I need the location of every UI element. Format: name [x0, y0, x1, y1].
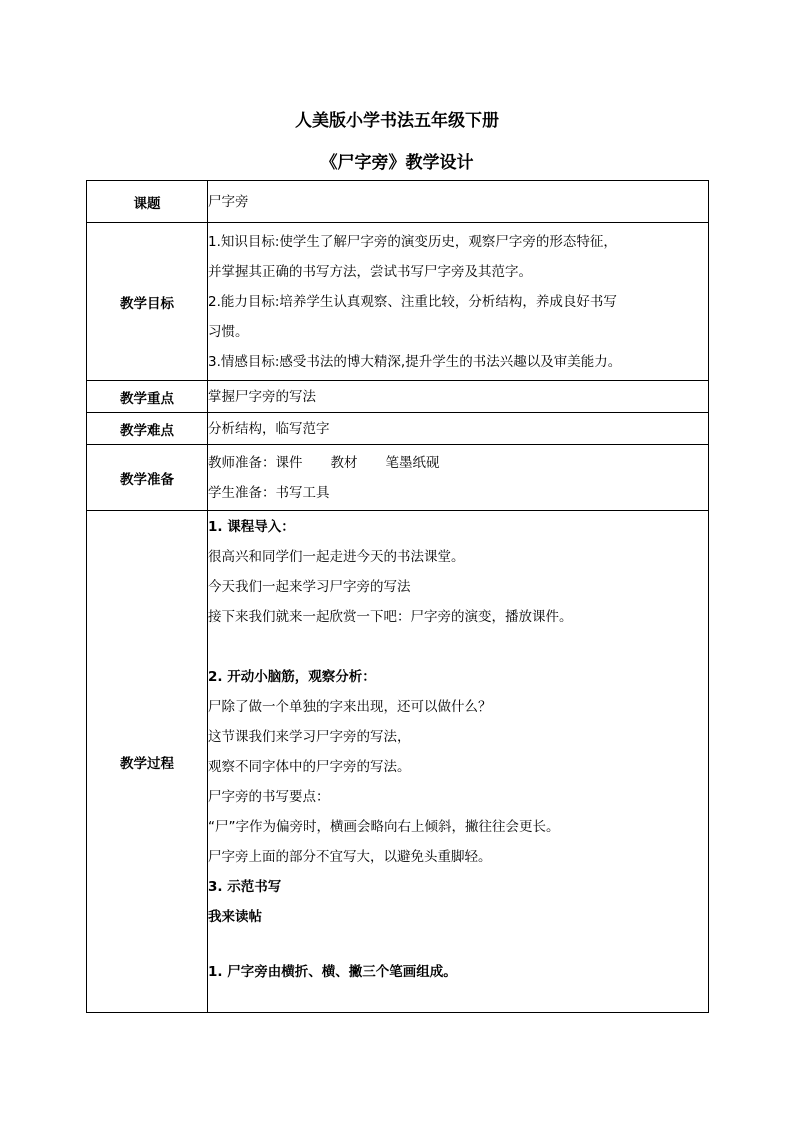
difficulty-value: 分析结构，临写范字 [208, 420, 330, 437]
teacher-prep-item: 笔墨纸砚 [385, 454, 440, 471]
row-label-difficulty: 教学难点 [87, 413, 208, 445]
process-line: 尸字旁上面的部分不宜写大，以避免头重脚轻。 [208, 849, 492, 865]
row-label-prep: 教学准备 [87, 445, 208, 511]
goal-line: 习惯。 [208, 323, 249, 340]
key-value: 掌握尸字旁的写法 [208, 388, 316, 405]
row-value-key [208, 381, 709, 413]
table-row-prep [87, 445, 709, 511]
goal-line: 2.能力目标:培养学生认真观察、注重比较，分析结构，养成良好书写 [208, 293, 617, 310]
document-subtitle: 《尸字旁》教学设计 [320, 153, 474, 173]
process-line: 今天我们一起来学习尸字旁的写法 [208, 579, 411, 595]
row-value-prep [208, 445, 709, 511]
process-line: 很高兴和同学们一起走进今天的书法课堂。 [208, 549, 465, 565]
sub-heading: 我来读帖 [208, 909, 262, 925]
table-row-key [87, 381, 709, 413]
row-value-goals [208, 223, 709, 381]
process-line: 这节课我们来学习尸字旁的写法， [208, 729, 411, 745]
row-label-goals: 教学目标 [87, 223, 208, 381]
row-value-process [208, 511, 709, 1013]
teacher-prep-line [208, 448, 708, 478]
topic-value: 尸字旁 [208, 193, 249, 210]
blank-line [208, 932, 708, 957]
process-line: “尸”字作为偏旁时，横画会略向右上倾斜，撇往往会更长。 [208, 819, 560, 835]
row-label-topic: 课题 [87, 181, 208, 223]
teacher-prep-label: 教师准备：课件 [208, 454, 303, 471]
table-row-goals [87, 223, 709, 381]
teacher-prep-item: 教材 [330, 454, 358, 471]
row-value-topic [208, 181, 709, 223]
process-line: 尸除了做一个单独的字来出现，还可以做什么？ [208, 699, 492, 715]
process-line: 观察不同字体中的尸字旁的写法。 [208, 759, 411, 775]
section-heading: 1. 课程导入： [208, 519, 295, 535]
section-heading: 2. 开动小脑筋，观察分析： [208, 669, 376, 685]
process-line: 尸字旁的书写要点： [208, 789, 330, 805]
table-row-difficulty [87, 413, 709, 445]
document-title: 人美版小学书法五年级下册 [295, 111, 499, 131]
goal-line: 并掌握其正确的书写方法，尝试书写尸字旁及其范字。 [208, 263, 532, 280]
process-line: 接下来我们就来一起欣赏一下吧：尸字旁的演变，播放课件。 [208, 609, 573, 625]
table-row-topic [87, 181, 709, 223]
row-label-key: 教学重点 [87, 381, 208, 413]
row-label-process: 教学过程 [87, 511, 208, 1013]
table-row-process [87, 511, 709, 1013]
lesson-plan-table [86, 180, 709, 1013]
process-line-strokes: 1. 尸字旁由横折、横、撇三个笔画组成。 [208, 964, 457, 980]
goal-line: 3.情感目标:感受书法的博大精深,提升学生的书法兴趣以及审美能力。 [208, 353, 622, 370]
goal-line: 1.知识目标:使学生了解尸字旁的演变历史，观察尸字旁的形态特征， [208, 233, 617, 250]
student-prep-line: 学生准备：书写工具 [208, 484, 330, 501]
row-value-difficulty [208, 413, 709, 445]
section-heading: 3. 示范书写 [208, 879, 282, 895]
blank-line [208, 632, 708, 662]
